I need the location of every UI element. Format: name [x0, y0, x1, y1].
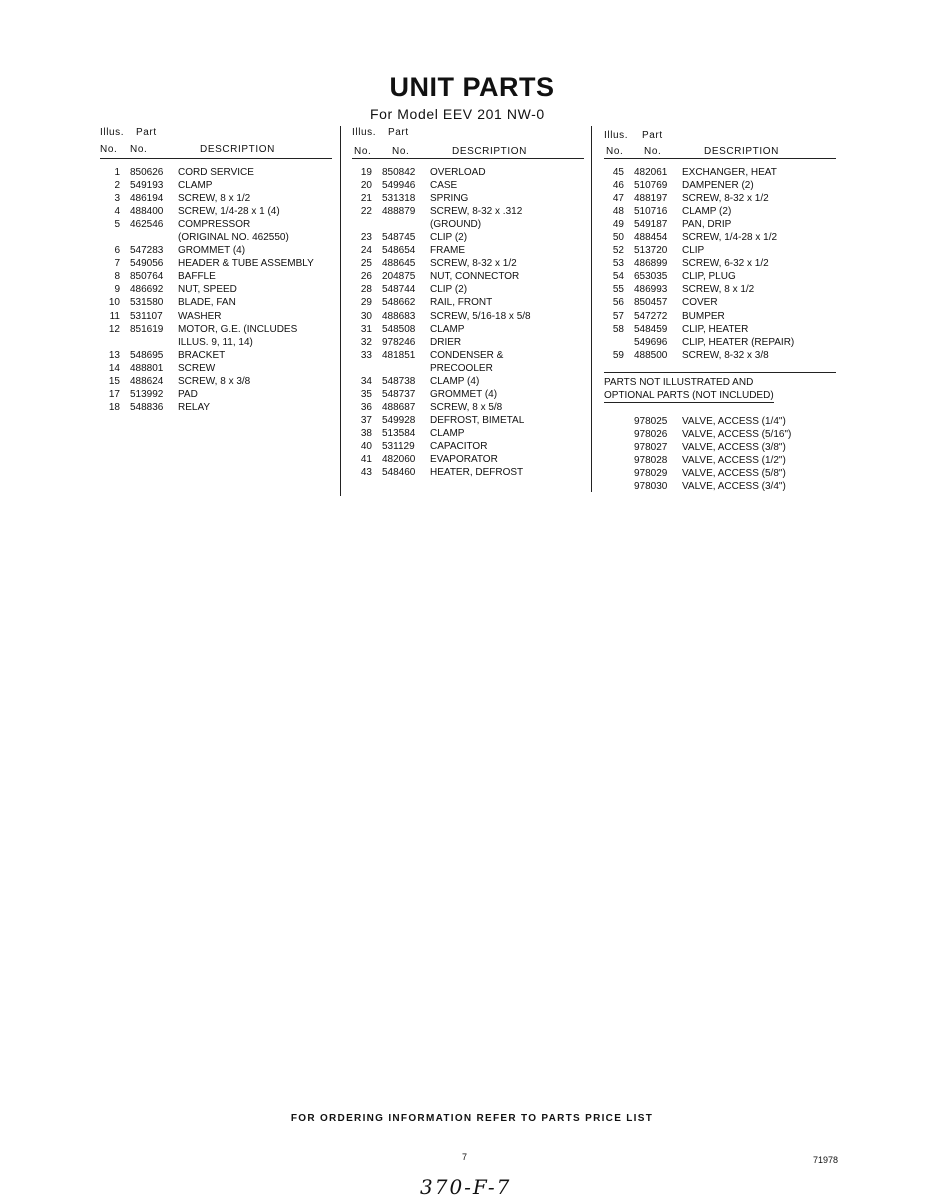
- illus-number: 50: [612, 232, 624, 244]
- part-number: 850457: [634, 297, 668, 309]
- part-description: CLIP (2): [430, 232, 468, 244]
- part-description: CLAMP (4): [430, 375, 480, 387]
- illus-number: [604, 428, 624, 441]
- part-number: 488454: [634, 232, 668, 244]
- table-row: [352, 244, 584, 257]
- part-description: (ORIGINAL NO. 462550): [178, 232, 289, 244]
- part-description: DRIER: [430, 336, 462, 348]
- table-row: [352, 375, 584, 388]
- illus-number: 28: [360, 284, 372, 296]
- table-row: [352, 179, 584, 192]
- table-row: [352, 166, 584, 179]
- table-row: [604, 270, 836, 283]
- illus-number: 37: [360, 414, 372, 426]
- part-description: DAMPENER (2): [682, 180, 754, 192]
- illus-number: 3: [114, 193, 120, 205]
- illus-number: 59: [612, 349, 624, 361]
- illus-number: 10: [108, 297, 120, 309]
- illus-number: 35: [360, 388, 372, 400]
- part-number: 978025: [634, 415, 668, 427]
- table-row: [604, 441, 836, 454]
- part-description: SCREW, 8 x 1/2: [682, 284, 755, 296]
- part-description: VALVE, ACCESS (5/8"): [682, 467, 786, 479]
- part-number: 978246: [382, 336, 416, 348]
- part-number: 204875: [382, 271, 416, 283]
- part-description: CLAMP: [430, 427, 465, 439]
- part-number: 549696: [634, 336, 668, 348]
- illus-number: 1: [114, 167, 120, 178]
- part-number: 547283: [130, 245, 164, 257]
- parts-rows: [604, 166, 836, 362]
- table-row: [352, 414, 584, 427]
- header-illus: Illus.: [604, 130, 629, 141]
- parts-rows: [100, 166, 332, 414]
- table-row: [604, 480, 836, 493]
- illus-number: 49: [612, 219, 624, 231]
- column-divider: [591, 126, 592, 492]
- part-description: SCREW, 5/16-18 x 5/8: [430, 310, 531, 322]
- part-number: 978026: [634, 428, 668, 440]
- part-description: ILLUS. 9, 11, 14): [178, 336, 253, 348]
- part-number: 978029: [634, 467, 668, 479]
- part-description: CLAMP: [178, 180, 213, 192]
- table-row: [100, 205, 332, 218]
- part-number: 548744: [382, 284, 416, 296]
- part-number: 510716: [634, 206, 668, 218]
- not-included-line-2: OPTIONAL PARTS (NOT INCLUDED): [604, 389, 774, 403]
- table-row: [100, 218, 332, 231]
- part-number: 549928: [382, 414, 416, 426]
- illus-number: 33: [360, 349, 372, 361]
- part-number: 513720: [634, 245, 668, 257]
- table-row: [100, 349, 332, 362]
- part-description: EVAPORATOR: [430, 454, 498, 466]
- table-row: [100, 192, 332, 205]
- part-number: 488801: [130, 362, 164, 374]
- part-description: CASE: [430, 180, 458, 192]
- header-illus: Illus.: [100, 127, 125, 138]
- header-illus-no: No.: [354, 146, 372, 157]
- illus-number: 52: [612, 245, 624, 257]
- illus-number: 30: [360, 310, 372, 322]
- illus-number: 8: [114, 271, 120, 283]
- part-number: 488645: [382, 258, 416, 270]
- illus-number: 46: [612, 180, 624, 192]
- parts-column-1: [100, 126, 332, 414]
- table-row: [100, 323, 332, 336]
- part-number: 850626: [130, 167, 164, 178]
- illus-number: 26: [360, 271, 372, 283]
- table-row: [352, 336, 584, 349]
- illus-number: 2: [114, 180, 120, 192]
- illus-number: 9: [114, 284, 120, 296]
- header-part: Part: [136, 127, 157, 138]
- illus-number: [604, 441, 624, 454]
- part-description: RELAY: [178, 401, 211, 413]
- table-row: [604, 454, 836, 467]
- not-included-heading: [604, 372, 836, 403]
- table-row: [604, 310, 836, 323]
- table-row: [352, 283, 584, 296]
- illus-number: 58: [612, 323, 624, 335]
- table-row: [604, 218, 836, 231]
- table-row: [100, 166, 332, 179]
- illus-number: 12: [108, 323, 120, 335]
- header-rule: [100, 158, 332, 159]
- illus-number: 31: [360, 323, 372, 335]
- header-rule: [352, 158, 584, 159]
- parts-column-2: [352, 126, 584, 479]
- part-description: RAIL, FRONT: [430, 297, 493, 309]
- part-number: 482060: [382, 454, 416, 466]
- table-row: [352, 362, 584, 375]
- illus-number: 4: [114, 206, 120, 218]
- part-description: CAPACITOR: [430, 440, 488, 452]
- table-row: [352, 388, 584, 401]
- table-row: [100, 231, 332, 244]
- illus-number: 11: [109, 310, 120, 322]
- part-number: 531318: [382, 193, 416, 205]
- model-subtitle: For Model EEV 201 NW-0: [370, 106, 545, 122]
- part-description: CLIP: [682, 245, 705, 257]
- illus-number: 7: [114, 258, 120, 270]
- part-number: 548745: [382, 232, 416, 244]
- part-number: 850842: [382, 167, 416, 178]
- table-row: [604, 415, 836, 428]
- part-description: OVERLOAD: [430, 167, 486, 178]
- table-row: [352, 466, 584, 479]
- part-description: CLIP, HEATER (REPAIR): [682, 336, 795, 348]
- illus-number: 13: [108, 349, 120, 361]
- illus-number: 57: [612, 310, 624, 322]
- part-number: 488683: [382, 310, 416, 322]
- table-row: [604, 296, 836, 309]
- table-row: [604, 467, 836, 480]
- part-number: 978027: [634, 441, 668, 453]
- part-description: HEATER, DEFROST: [430, 467, 524, 479]
- part-number: 548737: [382, 388, 416, 400]
- illus-number: 38: [360, 427, 372, 439]
- part-number: 549056: [130, 258, 164, 270]
- illus-number: 55: [612, 284, 624, 296]
- part-number: 851619: [130, 323, 164, 335]
- illus-number: 54: [612, 271, 624, 283]
- not-included-line-1: PARTS NOT ILLUSTRATED AND: [604, 376, 754, 388]
- handwritten-note: 370-F-7: [420, 1175, 512, 1199]
- illus-number: 6: [114, 245, 120, 257]
- part-number: 547272: [634, 310, 668, 322]
- part-number: 486692: [130, 284, 164, 296]
- part-description: VALVE, ACCESS (1/2"): [682, 454, 786, 466]
- illus-number: [352, 362, 372, 375]
- part-description: VALVE, ACCESS (5/16"): [682, 428, 792, 440]
- illus-number: 56: [612, 297, 624, 309]
- table-row: [352, 231, 584, 244]
- part-number: 481851: [382, 349, 416, 361]
- table-row: [604, 349, 836, 362]
- part-description: CONDENSER &: [430, 349, 504, 361]
- part-description: COMPRESSOR: [178, 219, 251, 231]
- part-description: CORD SERVICE: [178, 167, 254, 178]
- illus-number: 5: [114, 219, 120, 231]
- part-description: BAFFLE: [178, 271, 216, 283]
- table-row: [100, 375, 332, 388]
- header-illus-no: No.: [100, 144, 118, 155]
- part-description: VALVE, ACCESS (1/4"): [682, 415, 786, 427]
- part-number: 653035: [634, 271, 668, 283]
- part-description: CLIP, PLUG: [682, 271, 736, 283]
- illus-number: 21: [360, 193, 372, 205]
- part-number: 513992: [130, 388, 164, 400]
- table-row: [604, 166, 836, 179]
- part-description: CLAMP: [430, 323, 465, 335]
- illus-number: 45: [612, 167, 624, 178]
- table-row: [100, 388, 332, 401]
- part-description: PRECOOLER: [430, 362, 493, 374]
- part-number: 488624: [130, 375, 164, 387]
- part-description: GROMMET (4): [178, 245, 246, 257]
- header-description: DESCRIPTION: [200, 144, 275, 155]
- table-row: [604, 205, 836, 218]
- part-number: 549193: [130, 180, 164, 192]
- part-description: CLIP, HEATER: [682, 323, 749, 335]
- part-number: 978028: [634, 454, 668, 466]
- part-description: SCREW, 8-32 x 3/8: [682, 349, 769, 361]
- column-header: [100, 126, 332, 159]
- table-row: [604, 336, 836, 349]
- header-illus: Illus.: [352, 127, 377, 138]
- illus-number: 43: [360, 467, 372, 479]
- part-description: HEADER & TUBE ASSEMBLY: [178, 258, 314, 270]
- part-number: 548836: [130, 401, 164, 413]
- table-row: [352, 218, 584, 231]
- table-row: [100, 244, 332, 257]
- table-row: [100, 401, 332, 414]
- ordering-footer: FOR ORDERING INFORMATION REFER TO PARTS PRICE LIST: [290, 1113, 654, 1124]
- part-number: [372, 362, 420, 375]
- table-row: [352, 270, 584, 283]
- part-number: 548508: [382, 323, 416, 335]
- part-description: SCREW, 6-32 x 1/2: [682, 258, 769, 270]
- illus-number: 32: [360, 336, 372, 348]
- table-row: [100, 336, 332, 349]
- part-number: 488879: [382, 206, 416, 218]
- illus-number: 23: [360, 232, 372, 244]
- part-number: 482061: [634, 167, 668, 178]
- part-description: SCREW: [178, 362, 216, 374]
- part-description: (GROUND): [430, 219, 482, 231]
- illus-number: [100, 336, 120, 349]
- table-row: [352, 192, 584, 205]
- part-description: NUT, SPEED: [178, 284, 237, 296]
- illus-number: 15: [108, 375, 120, 387]
- illus-number: [604, 336, 624, 349]
- table-row: [604, 179, 836, 192]
- table-row: [352, 427, 584, 440]
- part-number: 531580: [130, 297, 164, 309]
- part-description: SCREW, 1/4-28 x 1/2: [682, 232, 778, 244]
- illus-number: 14: [108, 362, 120, 374]
- illus-number: 40: [360, 440, 372, 452]
- part-number: 548695: [130, 349, 164, 361]
- illus-number: [604, 467, 624, 480]
- table-row: [352, 257, 584, 270]
- table-row: [352, 440, 584, 453]
- illus-number: [604, 454, 624, 467]
- header-part-no: No.: [130, 144, 148, 155]
- header-part-no: No.: [644, 146, 662, 157]
- part-number: 548459: [634, 323, 668, 335]
- part-number: [120, 336, 168, 349]
- table-row: [100, 310, 332, 323]
- table-row: [352, 205, 584, 218]
- illus-number: 18: [108, 401, 120, 413]
- part-number: 513584: [382, 427, 416, 439]
- part-description: PAD: [178, 388, 198, 400]
- table-row: [352, 349, 584, 362]
- header-part: Part: [642, 130, 663, 141]
- column-divider: [340, 126, 341, 496]
- part-description: SCREW, 8 x 3/8: [178, 375, 251, 387]
- not-included-rows: [604, 415, 836, 493]
- table-row: [100, 362, 332, 375]
- part-description: SCREW, 8 x 5/8: [430, 401, 503, 413]
- illus-number: 36: [360, 401, 372, 413]
- header-part-no: No.: [392, 146, 410, 157]
- part-description: BUMPER: [682, 310, 725, 322]
- illus-number: [100, 231, 120, 244]
- part-number: 548654: [382, 245, 416, 257]
- part-description: COVER: [682, 297, 718, 309]
- part-number: 531107: [130, 310, 163, 322]
- illus-number: 53: [612, 258, 624, 270]
- part-description: VALVE, ACCESS (3/8"): [682, 441, 786, 453]
- parts-rows: [352, 166, 584, 479]
- part-description: NUT, CONNECTOR: [430, 271, 520, 283]
- document-number: 71978: [813, 1155, 839, 1165]
- part-number: 486194: [130, 193, 164, 205]
- header-illus-no: No.: [606, 146, 624, 157]
- table-row: [604, 244, 836, 257]
- header-description: DESCRIPTION: [452, 146, 527, 157]
- header-description: DESCRIPTION: [704, 146, 779, 157]
- table-row: [604, 192, 836, 205]
- illus-number: [604, 480, 624, 493]
- part-description: SCREW, 8-32 x 1/2: [430, 258, 517, 270]
- parts-column-3: [604, 126, 836, 493]
- part-description: FRAME: [430, 245, 465, 257]
- part-number: 510769: [634, 180, 668, 192]
- table-row: [100, 283, 332, 296]
- table-row: [352, 401, 584, 414]
- table-row: [100, 296, 332, 309]
- illus-number: 34: [360, 375, 372, 387]
- table-row: [100, 179, 332, 192]
- column-header: [604, 126, 836, 159]
- part-number: 488687: [382, 401, 416, 413]
- part-description: VALVE, ACCESS (3/4"): [682, 481, 786, 493]
- table-row: [352, 310, 584, 323]
- page-number: 7: [462, 1152, 468, 1162]
- part-description: CLIP (2): [430, 284, 468, 296]
- header-rule: [604, 158, 836, 159]
- illus-number: [352, 218, 372, 231]
- column-header: [352, 126, 584, 159]
- part-description: DEFROST, BIMETAL: [430, 414, 525, 426]
- part-number: 462546: [130, 219, 164, 231]
- part-description: BLADE, FAN: [178, 297, 236, 309]
- part-number: 488500: [634, 349, 668, 361]
- table-row: [604, 231, 836, 244]
- illus-number: [604, 415, 624, 428]
- part-description: PAN, DRIP: [682, 219, 732, 231]
- table-row: [352, 323, 584, 336]
- illus-number: 19: [360, 167, 372, 178]
- part-number: 548662: [382, 297, 416, 309]
- part-description: MOTOR, G.E. (INCLUDES: [178, 323, 298, 335]
- part-description: WASHER: [178, 310, 222, 322]
- illus-number: 41: [360, 454, 372, 466]
- table-row: [604, 257, 836, 270]
- illus-number: 48: [612, 206, 624, 218]
- part-number: 486899: [634, 258, 668, 270]
- part-description: SCREW, 8-32 x .312: [430, 206, 523, 218]
- part-description: GROMMET (4): [430, 388, 498, 400]
- part-number: 978030: [634, 481, 668, 493]
- table-row: [352, 296, 584, 309]
- part-description: SCREW, 8-32 x 1/2: [682, 193, 769, 205]
- page-title: UNIT PARTS: [389, 72, 555, 102]
- part-description: CLAMP (2): [682, 206, 732, 218]
- illus-number: 47: [612, 193, 624, 205]
- part-number: 488400: [130, 206, 164, 218]
- part-description: EXCHANGER, HEAT: [682, 167, 777, 178]
- illus-number: 29: [360, 297, 372, 309]
- part-number: [372, 218, 420, 231]
- part-number: 486993: [634, 284, 668, 296]
- illus-number: 25: [360, 258, 372, 270]
- part-number: 850764: [130, 271, 164, 283]
- part-number: 548460: [382, 467, 416, 479]
- illus-number: 17: [108, 388, 120, 400]
- illus-number: 20: [360, 180, 372, 192]
- part-description: BRACKET: [178, 349, 226, 361]
- table-row: [100, 270, 332, 283]
- table-row: [100, 257, 332, 270]
- header-part: Part: [388, 127, 409, 138]
- table-row: [604, 283, 836, 296]
- part-number: 548738: [382, 375, 416, 387]
- part-description: SCREW, 1/4-28 x 1 (4): [178, 206, 280, 218]
- table-row: [352, 453, 584, 466]
- part-number: 549946: [382, 180, 416, 192]
- part-description: SCREW, 8 x 1/2: [178, 193, 251, 205]
- table-row: [604, 323, 836, 336]
- part-description: SPRING: [430, 193, 469, 205]
- part-number: 549187: [634, 219, 668, 231]
- part-number: 488197: [634, 193, 668, 205]
- part-number: 531129: [382, 440, 415, 452]
- table-row: [604, 428, 836, 441]
- part-number: [120, 231, 168, 244]
- illus-number: 22: [360, 206, 372, 218]
- illus-number: 24: [360, 245, 372, 257]
